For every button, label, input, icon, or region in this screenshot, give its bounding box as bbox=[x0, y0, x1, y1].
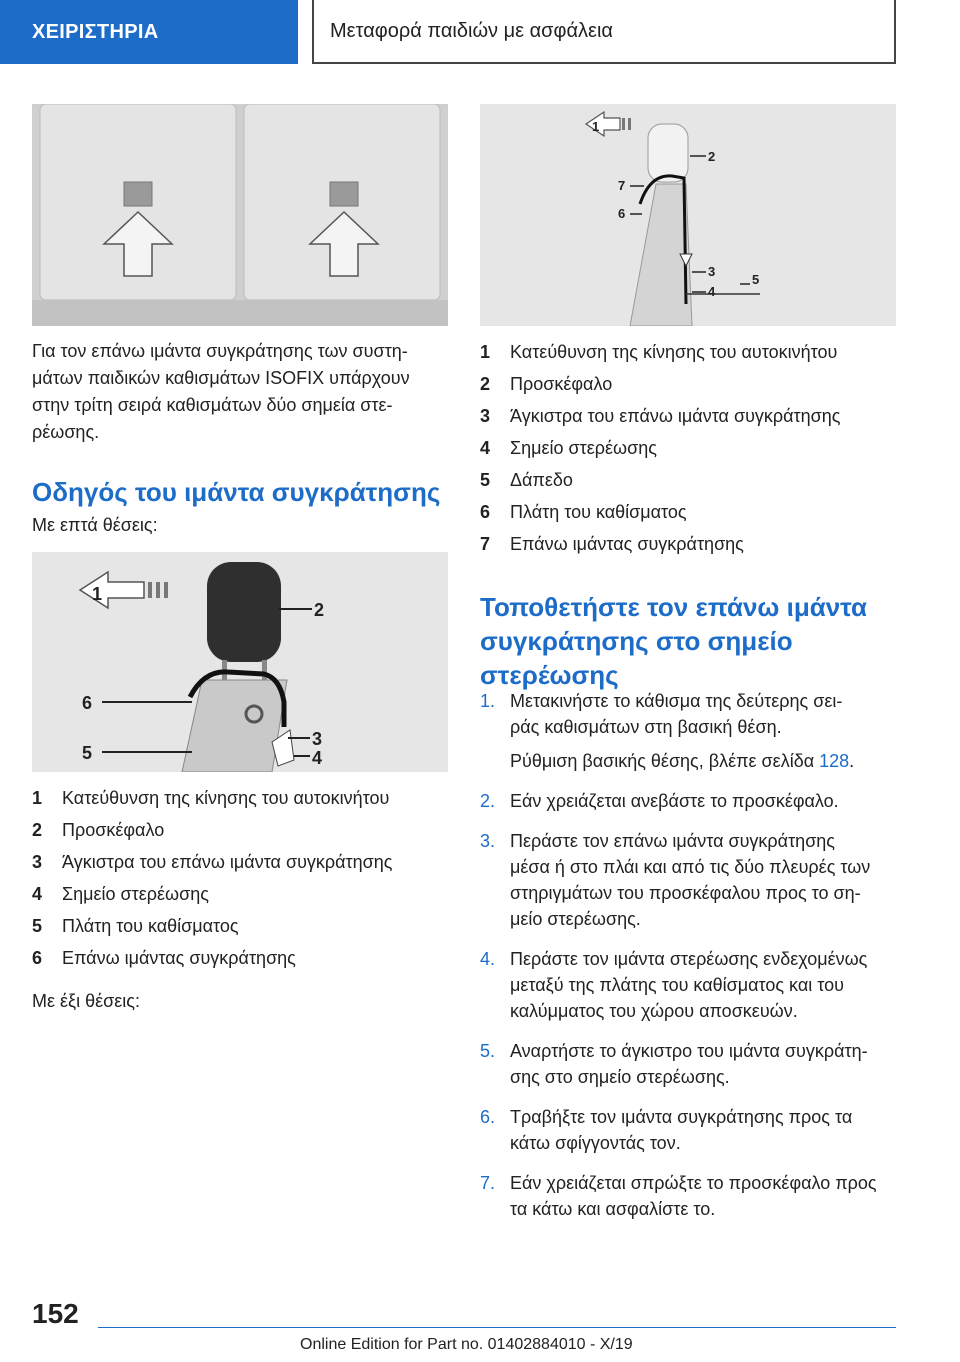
intro-paragraph bbox=[32, 338, 448, 446]
legend-text: Σημείο στερέωσης bbox=[510, 437, 657, 458]
isofix-anchor-figure bbox=[32, 104, 448, 326]
legend-num: 4 bbox=[32, 883, 43, 904]
headrest-shape bbox=[207, 562, 281, 662]
legend-text: Κατεύθυνση της κίνησης του αυτοκινήτου bbox=[510, 341, 838, 362]
step-text: Τραβήξτε τον ιμάντα συγκράτησης προς τα bbox=[510, 1107, 853, 1127]
headrest-shape bbox=[648, 124, 688, 182]
callout-5: 5 bbox=[82, 743, 93, 763]
intro-line: Για τον επάνω ιμάντα συγκράτησης των συστη- bbox=[32, 341, 408, 361]
step-text: ράς καθισμάτων στη βασική θέση. bbox=[510, 717, 782, 737]
legend-num: 3 bbox=[480, 405, 491, 426]
callout-4: 4 bbox=[708, 284, 716, 299]
step-note-text: Ρύθμιση βασικής θέσης, βλέπε σελίδα bbox=[510, 751, 820, 771]
legend-item bbox=[32, 910, 448, 942]
legend-text: Άγκιστρα του επάνω ιμάντα συγκράτησης bbox=[510, 405, 841, 426]
chapter-title: Μεταφορά παιδιών με ασφάλεια bbox=[312, 0, 896, 64]
callout-3: 3 bbox=[708, 264, 716, 279]
step-number: 5. bbox=[480, 1041, 496, 1061]
step-text: στηριγμάτων του προσκέφαλου προς το ση- bbox=[510, 883, 861, 903]
step-text: Αναρτήστε το άγκιστρο του ιμάντα συγκράτη- bbox=[510, 1041, 868, 1061]
legend-num: 4 bbox=[480, 437, 491, 458]
legend-num: 2 bbox=[32, 819, 43, 840]
legend-num: 1 bbox=[32, 787, 43, 808]
legend-text: Επάνω ιμάντας συγκράτησης bbox=[510, 533, 744, 554]
step-number: 1. bbox=[480, 691, 496, 711]
heading-line: Τοποθετήστε τον επάνω ιμάντα bbox=[480, 592, 868, 622]
seven-positions-label: Με επτά θέσεις: bbox=[32, 515, 158, 535]
step-number: 4. bbox=[480, 949, 496, 969]
legend-text: Πλάτη του καθίσματος bbox=[510, 501, 687, 522]
step-number: 3. bbox=[480, 831, 496, 851]
step-number: 7. bbox=[480, 1173, 496, 1193]
legend-item bbox=[480, 336, 896, 368]
step-item bbox=[480, 1038, 900, 1090]
legend-item bbox=[32, 942, 448, 974]
legend-text: Επάνω ιμάντας συγκράτησης bbox=[62, 947, 296, 968]
callout-1: 1 bbox=[92, 584, 103, 604]
step-item bbox=[480, 1170, 900, 1222]
legend-item bbox=[32, 814, 448, 846]
step-note bbox=[510, 748, 854, 774]
intro-line: στην τρίτη σειρά καθισμάτων δύο σημεία στε- bbox=[32, 395, 393, 415]
page-link[interactable]: 128 bbox=[819, 751, 850, 771]
legend-num: 1 bbox=[480, 341, 491, 362]
step-item bbox=[480, 788, 900, 814]
legend-text: Δάπεδο bbox=[510, 469, 573, 490]
legend-text: Σημείο στερέωσης bbox=[62, 883, 209, 904]
legend-text: Προσκέφαλο bbox=[62, 819, 165, 840]
step-text: Περάστε τον ιμάντα στερέωσης ενδεχομένως bbox=[510, 949, 868, 969]
legend-item bbox=[480, 496, 896, 528]
callout-1: 1 bbox=[592, 119, 600, 134]
belt-guide-heading: Οδηγός του ιμάντα συγκράτησης bbox=[32, 477, 441, 507]
install-steps bbox=[480, 688, 900, 1236]
edition-footer: Online Edition for Part no. 01402884010 - X/19 bbox=[300, 1336, 633, 1353]
legend-item bbox=[480, 432, 896, 464]
step-text: τα κάτω και ασφαλίστε το. bbox=[510, 1199, 716, 1219]
six-positions-label: Με έξι θέσεις: bbox=[32, 991, 140, 1011]
legend-item bbox=[480, 464, 896, 496]
step-number: 2. bbox=[480, 791, 496, 811]
headrest-tether-figure-left bbox=[32, 552, 448, 772]
section-tab: ΧΕΙΡΙΣΤΗΡΙΑ bbox=[0, 0, 298, 64]
callout-5: 5 bbox=[752, 272, 760, 287]
legend-num: 6 bbox=[32, 947, 43, 968]
headrest-tether-figure-right bbox=[480, 104, 896, 326]
intro-line: μάτων παιδικών καθισμάτων ISOFIX υπάρχουν bbox=[32, 368, 410, 388]
step-item bbox=[480, 1104, 900, 1156]
callout-6: 6 bbox=[618, 206, 626, 221]
page-number: 152 bbox=[32, 1298, 79, 1329]
legend-item bbox=[32, 782, 448, 814]
legend-item bbox=[32, 878, 448, 910]
step-item bbox=[480, 828, 900, 932]
step-text: Εάν χρειάζεται ανεβάστε το προσκέφαλο. bbox=[510, 791, 839, 811]
step-note-suffix: . bbox=[849, 751, 855, 771]
step-item bbox=[480, 688, 900, 774]
step-text: μέσα ή στο πλάι και από τις δύο πλευρές των bbox=[510, 857, 871, 877]
legend-text: Άγκιστρα του επάνω ιμάντα συγκράτησης bbox=[62, 851, 393, 872]
callout-6: 6 bbox=[82, 693, 93, 713]
legend-text: Κατεύθυνση της κίνησης του αυτοκινήτου bbox=[62, 787, 390, 808]
legend-right bbox=[480, 336, 896, 560]
legend-item bbox=[32, 846, 448, 878]
legend-num: 3 bbox=[32, 851, 43, 872]
install-heading bbox=[480, 590, 900, 692]
legend-left bbox=[32, 782, 448, 974]
step-text: μεταξύ της πλάτης του καθίσματος και του bbox=[510, 975, 844, 995]
callout-2: 2 bbox=[708, 149, 716, 164]
legend-item bbox=[480, 528, 896, 560]
legend-num: 5 bbox=[480, 469, 491, 490]
callout-4: 4 bbox=[312, 748, 323, 768]
legend-item bbox=[480, 368, 896, 400]
step-text: σης στο σημείο στερέωσης. bbox=[510, 1067, 730, 1087]
legend-item bbox=[480, 400, 896, 432]
step-text: Περάστε τον επάνω ιμάντα συγκράτησης bbox=[510, 831, 835, 851]
step-text: Μετακινήστε το κάθισμα της δεύτερης σει- bbox=[510, 691, 843, 711]
callout-2: 2 bbox=[314, 600, 325, 620]
step-text: κάτω σφίγγοντάς τον. bbox=[510, 1133, 681, 1153]
intro-line: ρέωσης. bbox=[32, 422, 100, 442]
legend-num: 7 bbox=[480, 533, 491, 554]
step-item bbox=[480, 946, 900, 1024]
step-text: Εάν χρειάζεται σπρώξτε το προσκέφαλο προς bbox=[510, 1173, 877, 1193]
step-text: μείο στερέωσης. bbox=[510, 909, 641, 929]
footer-rule bbox=[98, 1327, 896, 1328]
legend-num: 6 bbox=[480, 501, 491, 522]
step-text: καλύμματος του χώρου αποσκευών. bbox=[510, 1001, 798, 1021]
heading-line: στερέωσης bbox=[480, 660, 619, 690]
heading-line: συγκράτησης στο σημείο bbox=[480, 626, 793, 656]
legend-text: Πλάτη του καθίσματος bbox=[62, 915, 239, 936]
step-number: 6. bbox=[480, 1107, 496, 1127]
legend-num: 5 bbox=[32, 915, 43, 936]
legend-text: Προσκέφαλο bbox=[510, 373, 613, 394]
callout-7: 7 bbox=[618, 178, 626, 193]
callout-3: 3 bbox=[312, 729, 323, 749]
legend-num: 2 bbox=[480, 373, 491, 394]
